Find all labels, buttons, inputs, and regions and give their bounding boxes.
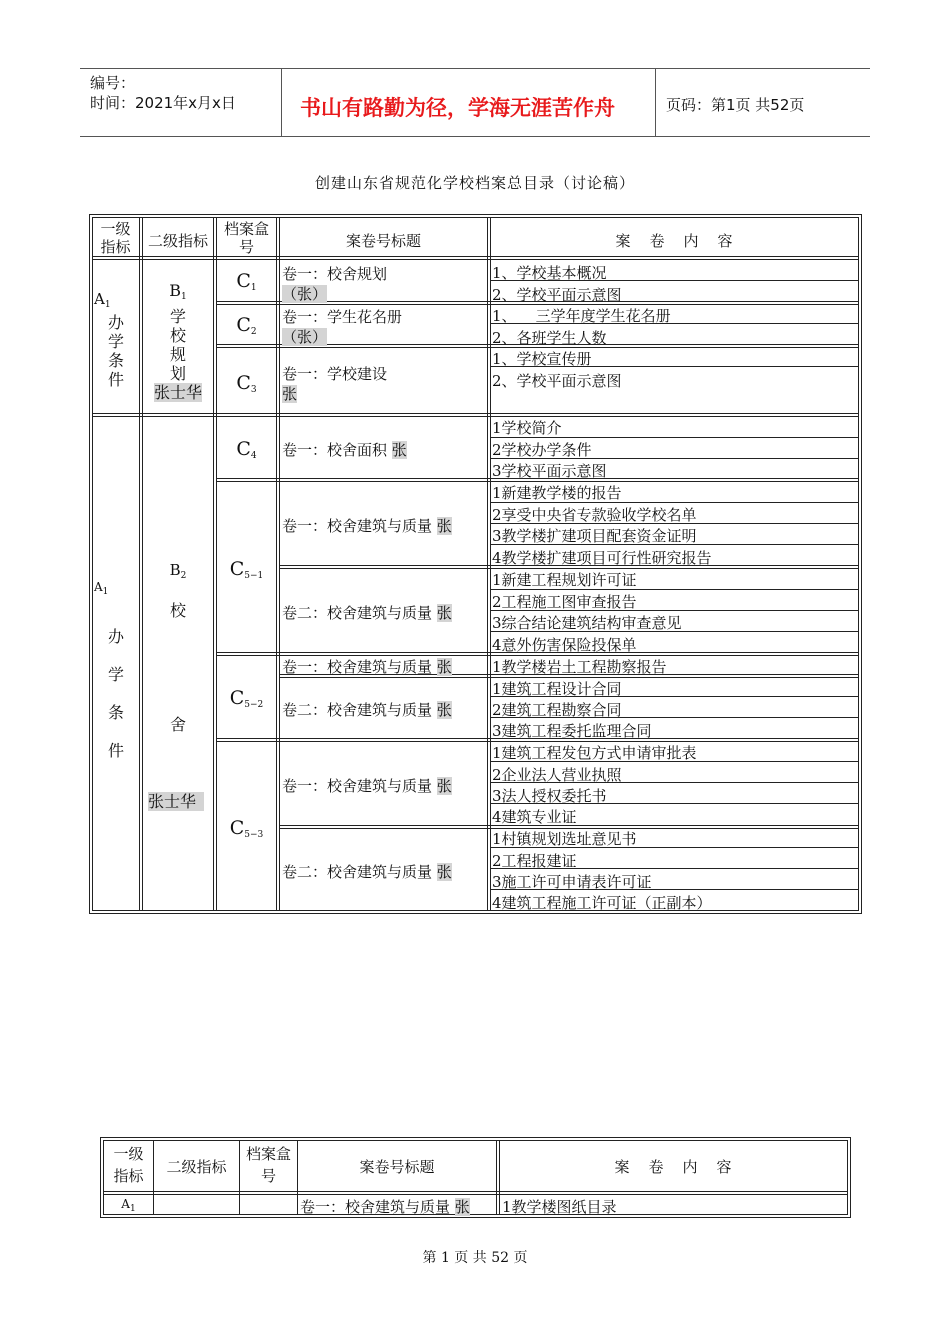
content-item: 1建筑工程设计合同 xyxy=(492,680,622,698)
col-sep xyxy=(139,217,140,911)
header-level2: 二级指标 xyxy=(147,232,208,250)
row-sep xyxy=(92,259,859,260)
header-box-no xyxy=(217,220,276,256)
header-page-info: 页码：第1页 共52页 xyxy=(666,96,805,114)
content-item: 1新建教学楼的报告 xyxy=(492,484,622,502)
a1-char: 条 xyxy=(107,351,124,370)
table2-header-content: 案 卷 内 容 xyxy=(614,1158,734,1176)
col-sep xyxy=(153,1140,154,1215)
box-c5-1-sub: 5−1 xyxy=(244,571,264,581)
a1-char: 学 xyxy=(107,665,124,684)
b1-sub: 1 xyxy=(181,292,187,302)
col-sep xyxy=(499,1140,500,1215)
content-item: 1学校简介 xyxy=(492,419,562,437)
b1-char: 学 xyxy=(169,307,186,326)
content-item: 3学校平面示意图 xyxy=(492,462,607,480)
content-item: 1新建工程规划许可证 xyxy=(492,571,637,589)
table2-frame-inner xyxy=(103,1140,848,1215)
a1-sub: 1 xyxy=(104,300,111,310)
col-sep xyxy=(279,217,280,911)
b2-label xyxy=(143,561,213,581)
box-c4 xyxy=(217,438,276,461)
row-sep xyxy=(92,416,859,417)
content-item: 1村镇规划选址意见书 xyxy=(492,830,637,848)
header-content: 案 卷 内 容 xyxy=(615,232,735,250)
volume-title-text: 卷一：校舍建筑与质量 xyxy=(282,658,433,676)
b2-person xyxy=(148,789,204,812)
content-item: 3法人授权委托书 xyxy=(492,787,607,805)
content-item: 2、学校平面示意图 xyxy=(492,372,622,390)
content-item: 4意外伤害保险投保单 xyxy=(492,636,637,654)
volume-title-text: 卷二：校舍建筑与质量 xyxy=(282,604,433,622)
volume-c2-mark-text: （张） xyxy=(282,328,328,346)
volume-c4-title-text: 卷一：校舍面积 xyxy=(282,441,388,459)
box-c5-1-letter: C xyxy=(229,558,245,580)
table2-volume-title xyxy=(300,1196,470,1217)
box-c1-letter: C xyxy=(236,270,251,292)
row-sep xyxy=(103,1194,848,1195)
volume-c3-mark xyxy=(282,383,297,404)
col-sep xyxy=(297,1140,298,1215)
volume-title-text: 卷一：校舍建筑与质量 xyxy=(282,777,433,795)
volume-mark: 张 xyxy=(436,604,452,622)
box-c4-letter: C xyxy=(236,438,251,460)
b1-letter: B xyxy=(169,281,182,300)
box-c2-letter: C xyxy=(236,314,251,336)
box-c3-sub: 3 xyxy=(250,385,257,395)
document-time: 时间：2021年x月x日 xyxy=(90,94,236,112)
box-c2 xyxy=(217,314,276,337)
box-c1 xyxy=(217,270,276,293)
a1-char: 办 xyxy=(107,313,124,332)
b1-person xyxy=(143,383,213,402)
col-sep xyxy=(213,217,214,911)
volume-c5-1-vol1 xyxy=(282,515,452,536)
header-bottom-rule xyxy=(80,136,870,137)
a1-char: 学 xyxy=(107,332,124,351)
a1-char: 条 xyxy=(107,703,124,722)
row-sep xyxy=(103,1191,848,1192)
header-slogan: 书山有路勤为径，学海无涯苦作舟 xyxy=(300,96,615,120)
content-item: 1建筑工程发包方式申请审批表 xyxy=(492,744,697,762)
a1-char: 办 xyxy=(107,627,124,646)
header-level1-line: 指标 xyxy=(100,238,131,256)
box-c5-3-sub: 5−3 xyxy=(244,830,264,840)
b2-person-name: 张士华 xyxy=(148,792,204,811)
content-item: 1、学校基本概况 xyxy=(492,264,607,282)
table2-content-item: 1教学楼图纸目录 xyxy=(502,1198,617,1216)
box-c3 xyxy=(217,372,276,395)
table2-a1 xyxy=(104,1197,153,1214)
content-item: 2工程报建证 xyxy=(492,852,577,870)
a1-text-section2 xyxy=(104,618,128,770)
volume-c5-3-vol1 xyxy=(282,775,452,796)
header-level1-line: 指标 xyxy=(113,1167,144,1185)
header-box-no-line: 档案盒 xyxy=(245,1145,291,1163)
table2-header-level2: 二级指标 xyxy=(166,1158,227,1176)
volume-c1-title: 卷一：校舍规划 xyxy=(282,265,388,283)
volume-title-text: 卷二：校舍建筑与质量 xyxy=(282,701,433,719)
content-item: 3建筑工程委托监理合同 xyxy=(492,722,652,740)
content-item: 3综合结论建筑结构审查意见 xyxy=(492,614,682,632)
b2-char: 校 xyxy=(169,601,186,620)
volume-title-text: 卷一：校舍建筑与质量 xyxy=(282,517,433,535)
document-title: 创建山东省规范化学校档案总目录（讨论稿） xyxy=(314,174,635,192)
box-c5-1 xyxy=(217,558,276,581)
box-c4-sub: 4 xyxy=(250,451,257,461)
box-c5-2-letter: C xyxy=(229,687,245,709)
volume-c4-title xyxy=(282,439,407,460)
volume-c2-mark xyxy=(282,326,327,347)
header-box-no-line: 号 xyxy=(260,1167,276,1185)
table2-header-box-no xyxy=(240,1143,297,1187)
b1-char: 划 xyxy=(169,364,186,383)
col-sep xyxy=(487,217,488,911)
table2-header-level1 xyxy=(104,1143,153,1187)
content-item: 1、学校宣传册 xyxy=(492,350,592,368)
b1-label xyxy=(143,281,213,307)
col-sep xyxy=(496,1140,497,1215)
content-item: 4建筑专业证 xyxy=(492,808,577,826)
box-c5-3 xyxy=(217,817,276,840)
content-item: 4建筑工程施工许可证（正副本） xyxy=(492,894,712,912)
volume-c2-title: 卷一：学生花名册 xyxy=(282,308,403,326)
content-item: 2享受中央省专款验收学校名单 xyxy=(492,506,697,524)
col-sep xyxy=(276,217,277,911)
a1-sub: 1 xyxy=(129,1204,136,1214)
volume-mark: 张 xyxy=(436,517,452,535)
content-item: 1、 三学年度学生花名册 xyxy=(492,307,671,325)
b1-person-name: 张士华 xyxy=(153,383,202,402)
header-divider-left xyxy=(281,68,282,136)
volume-title-text: 卷二：校舍建筑与质量 xyxy=(282,863,433,881)
content-item: 2学校办学条件 xyxy=(492,441,592,459)
page-footer: 第 1 页 共 52 页 xyxy=(422,1250,528,1266)
a1-letter: A xyxy=(94,290,105,308)
b1-char: 校 xyxy=(169,326,186,345)
header-divider-right xyxy=(655,68,656,136)
volume-c5-3-vol2 xyxy=(282,861,452,882)
volume-mark: 张 xyxy=(436,658,452,676)
content-item: 3施工许可申请表许可证 xyxy=(492,873,652,891)
row-sep xyxy=(92,256,859,257)
volume-c3-mark-text: 张 xyxy=(282,385,298,403)
a1-label xyxy=(94,290,111,310)
content-item: 2、各班学生人数 xyxy=(492,329,607,347)
volume-mark: 张 xyxy=(436,863,452,881)
b2-letter: B xyxy=(169,561,181,579)
volume-mark: 张 xyxy=(436,701,452,719)
table2-header-volume-title: 案卷号标题 xyxy=(359,1158,435,1176)
b1-text xyxy=(143,281,213,402)
b2-sub: 2 xyxy=(180,571,187,581)
content-item: 2、学校平面示意图 xyxy=(492,286,622,304)
volume-mark: 张 xyxy=(436,777,452,795)
header-box-no-line: 档案盒 xyxy=(223,220,269,238)
volume-title-text: 卷一：校舍建筑与质量 xyxy=(300,1198,451,1216)
volume-c1-mark xyxy=(282,283,327,304)
box-c3-letter: C xyxy=(236,372,251,394)
b2-char: 舍 xyxy=(169,715,186,734)
header-level1-line: 一级 xyxy=(113,1145,144,1163)
header-volume-title: 案卷号标题 xyxy=(345,232,421,250)
content-item: 2企业法人营业执照 xyxy=(492,766,622,784)
volume-c5-2-vol2 xyxy=(282,699,452,720)
volume-c1-mark-text: （张） xyxy=(282,285,328,303)
volume-c5-1-vol2 xyxy=(282,602,452,623)
volume-c3-title: 卷一：学校建设 xyxy=(282,365,388,383)
volume-c5-2-vol1 xyxy=(282,656,452,677)
b1-char: 规 xyxy=(169,345,186,364)
content-item: 2建筑工程勘察合同 xyxy=(492,701,622,719)
a1-label xyxy=(94,580,108,597)
box-c2-sub: 2 xyxy=(250,327,257,337)
row-sep xyxy=(92,413,859,414)
content-item: 3教学楼扩建项目配套资金证明 xyxy=(492,527,697,545)
box-c5-2 xyxy=(217,687,276,710)
content-item: 2工程施工图审查报告 xyxy=(492,593,637,611)
header-box-no-line: 号 xyxy=(238,238,254,256)
col-sep xyxy=(490,217,491,911)
a1-sub: 1 xyxy=(102,587,109,597)
header-top-rule xyxy=(80,68,870,69)
volume-c4-mark: 张 xyxy=(391,441,407,459)
content-item: 1教学楼岩土工程勘察报告 xyxy=(492,658,667,676)
header-level1-line: 一级 xyxy=(100,220,131,238)
a1-char: 件 xyxy=(107,741,124,760)
document-number-label: 编号： xyxy=(90,74,136,92)
a1-text xyxy=(104,313,128,389)
box-c5-3-letter: C xyxy=(229,817,245,839)
content-item: 4教学楼扩建项目可行性研究报告 xyxy=(492,549,712,567)
box-c1-sub: 1 xyxy=(250,283,257,293)
a1-char: 件 xyxy=(107,370,124,389)
header-level1 xyxy=(92,220,139,256)
volume-mark: 张 xyxy=(454,1198,470,1216)
a1-letter: A xyxy=(94,580,103,594)
a1-letter: A xyxy=(121,1197,130,1211)
box-c5-2-sub: 5−2 xyxy=(244,700,264,710)
